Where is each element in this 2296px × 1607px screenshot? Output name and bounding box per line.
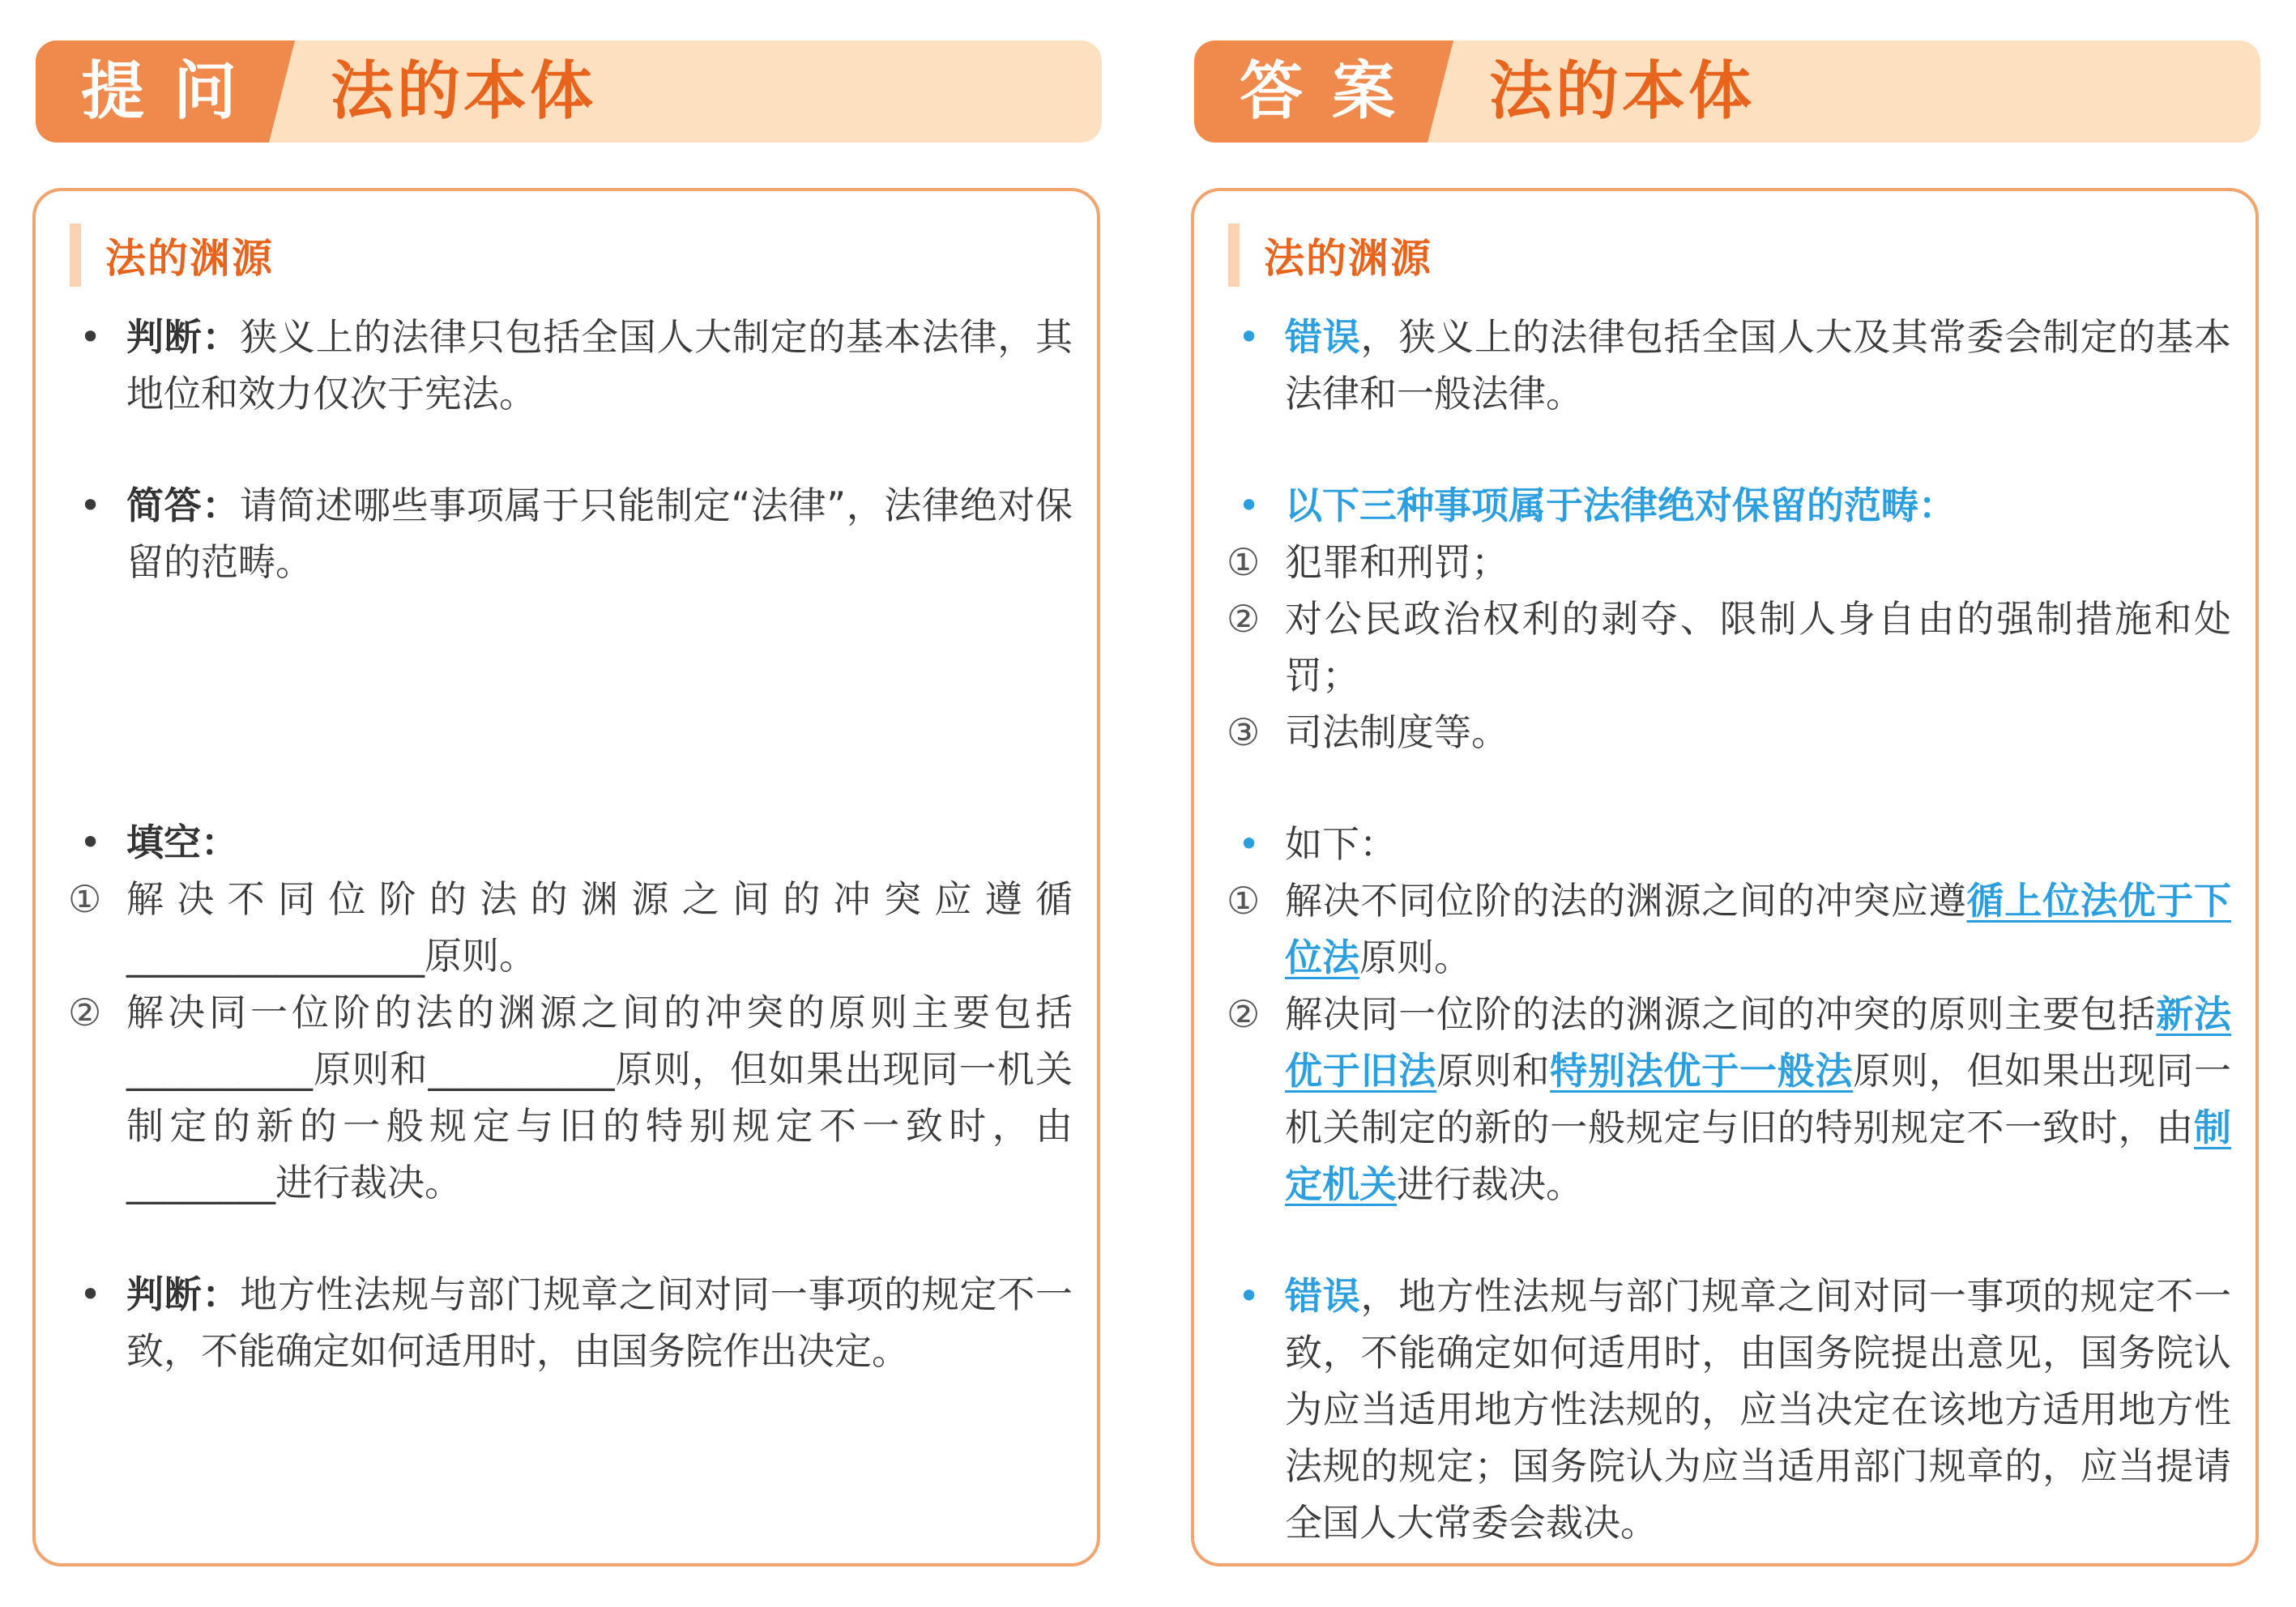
bullet-icon: • (79, 1272, 102, 1316)
answer-4-label: 错误 (1285, 1274, 1361, 1318)
answer-blank-2: 新法优于旧法 (1285, 992, 2231, 1093)
circled-number-1: ① (1227, 879, 1261, 923)
question-4-label: 判断： (126, 1272, 241, 1316)
circled-number-1: ① (68, 877, 102, 921)
question-item-2 (68, 477, 1073, 590)
question-3-label: 填空： (126, 821, 238, 864)
answer-item-1 (1227, 309, 2231, 422)
answer-card (1191, 188, 2259, 1567)
question-content (68, 309, 1073, 1379)
question-1-text: 狭义上的法律只包括全国人大制定的基本法律，其地位和效力仅次于宪法。 (126, 315, 1073, 416)
answer-1-label: 错误 (1285, 315, 1361, 359)
answer-2-point-3-text: 司法制度等。 (1285, 710, 1509, 754)
question-1-label: 判断： (126, 315, 241, 359)
answer-section-heading (1228, 224, 1432, 287)
bullet-icon: • (79, 821, 102, 864)
answer-banner-title: 法的本体 (1489, 55, 1756, 128)
answer-item-3 (1227, 816, 2231, 872)
fill-blank-text-2: 解决同一位阶的法的渊源之间的冲突的原则主要包括__________原则和__________原则，但如果出现同一机关制定的新的一般规定与旧的特别规定不一致时，由________进行裁决。 (126, 991, 1073, 1204)
bullet-icon: • (79, 315, 102, 359)
answer-3-point-1-text-a: 解决不同位阶的法的渊源之间的冲突应遵 (1285, 879, 1967, 923)
answer-blank-1: 循上位法优于下位法 (1285, 879, 2231, 979)
section-accent-bar (1228, 224, 1240, 287)
question-section-heading (70, 224, 274, 287)
section-accent-bar (70, 224, 81, 287)
question-2-label: 简答： (126, 484, 240, 527)
answer-3-point-2-text-c: 原则，但如果出现同一机关制定的新的一般规定与旧的特别规定不一致时，由 (1285, 1049, 2231, 1149)
answer-4-text: ，地方性法规与部门规章之间对同一事项的规定不一致，不能确定如何适用时，由国务院提出意见，国务院认为应当适用地方性法规的，应当决定在该地方适用地方性法规的规定；国务院认为应当适用部门规章的，应当提请全国人大常委会裁决。 (1285, 1274, 2231, 1545)
circled-number-3: ③ (1227, 710, 1261, 754)
answer-3-point-2-text-d: 进行裁决。 (1397, 1162, 1583, 1206)
answer-3-head: 如下： (1285, 822, 1397, 866)
question-tag: 提问 (81, 55, 267, 128)
question-banner-title: 法的本体 (331, 55, 597, 128)
answer-3-point-2 (1227, 986, 2231, 1213)
answer-2-head: 以下三种事项属于法律绝对保留的范畴： (1285, 484, 1956, 527)
question-banner (36, 40, 1102, 143)
answer-2-point-1-text: 犯罪和刑罚； (1285, 540, 1509, 584)
answer-3-point-2-text-a: 解决同一位阶的法的渊源之间的冲突的原则主要包括 (1285, 992, 2157, 1036)
bullet-icon: • (79, 484, 102, 527)
answer-3-point-2-text-b: 原则和 (1436, 1049, 1551, 1093)
bullet-icon: • (1238, 484, 1261, 527)
answer-tag: 答案 (1240, 55, 1425, 128)
bullet-icon: • (1238, 1274, 1261, 1318)
bullet-icon: • (1238, 315, 1261, 359)
answer-section-title: 法的渊源 (1264, 235, 1432, 282)
fill-blank-text-1: 解决不同位阶的法的渊源之间的冲突应遵循________________原则。 (126, 877, 1073, 978)
answer-blank-4: 制定机关 (1285, 1106, 2231, 1206)
circled-number-2: ② (1227, 597, 1261, 641)
answer-banner (1194, 40, 2260, 143)
question-2-text: 请简述哪些事项属于只能制定“法律”，法律绝对保留的范畴。 (126, 484, 1073, 584)
answer-2-point-2 (1227, 590, 2231, 704)
question-card (32, 188, 1100, 1567)
answer-2-point-1 (1227, 534, 2231, 590)
answer-1-text: ，狭义上的法律包括全国人大及其常委会制定的基本法律和一般法律。 (1285, 315, 2231, 416)
circled-number-2: ② (68, 991, 102, 1034)
question-item-4 (68, 1266, 1073, 1379)
answer-2-point-3 (1227, 704, 2231, 761)
question-item-3 (68, 814, 1073, 871)
fill-blank-item-1 (68, 871, 1073, 984)
circled-number-1: ① (1227, 540, 1261, 584)
answer-blank-3: 特别法优于一般法 (1550, 1049, 1854, 1093)
answer-3-point-1 (1227, 872, 2231, 986)
answer-3-point-1-text-b: 原则。 (1359, 936, 1471, 979)
answer-2-point-2-text: 对公民政治权利的剥夺、限制人身自由的强制措施和处罚； (1285, 597, 2231, 697)
fill-blank-item-2 (68, 984, 1073, 1211)
question-4-text: 地方性法规与部门规章之间对同一事项的规定不一致，不能确定如何适用时，由国务院作出决定。 (126, 1272, 1073, 1373)
bullet-icon: • (1238, 822, 1261, 866)
question-section-title: 法的渊源 (105, 235, 274, 282)
circled-number-2: ② (1227, 992, 1261, 1036)
answer-content (1227, 309, 2231, 1551)
answer-item-2 (1227, 477, 2231, 534)
answer-item-4 (1227, 1268, 2231, 1551)
question-item-1 (68, 309, 1073, 422)
